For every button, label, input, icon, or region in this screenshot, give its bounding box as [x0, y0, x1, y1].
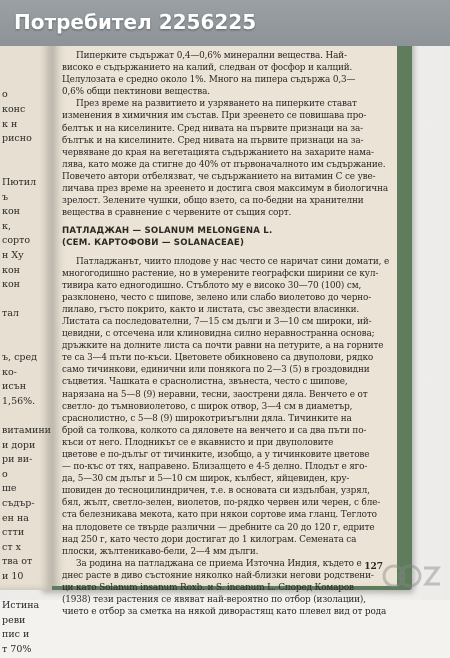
left-page-fragment: и 10: [2, 570, 24, 582]
text-line: цветове е по-дълъг от тичинките, изобщо, а у тичинковите цветове: [62, 450, 370, 460]
left-page-fragment: витамини: [2, 425, 51, 437]
text-line: само тичинкови, единични или понякога по 2—3 (5) в гроздовидни: [62, 365, 370, 376]
text-line: шовиден до тесноцилиндричен, т.е. в основата си издълбан, узрял,: [62, 486, 370, 497]
text-line: тивира като едногодишно. Стъблото му е високо 30—70 (100) см,: [62, 280, 362, 291]
text-line: цевидни, с отсечена или клиновидна силно неравностранна основа;: [62, 329, 375, 340]
text-line: днес расте в диво състояние няколко най-близки негови родствени-: [62, 570, 374, 581]
text-line: белтък и на киселините. Сред нивата на първите признаци на за-: [62, 123, 363, 134]
left-page-fragment: о: [2, 89, 8, 101]
text-line: разклонено, често с шипове, зелено или слабо виолетово до черно-: [62, 292, 372, 303]
text-line: къси от него. Плодникът се е вкавнисто и при двуполовите: [62, 437, 334, 448]
text-line: бял, жълт, светло-зелен, виолетов, по-рядко червен или черен, с бле-: [62, 498, 381, 509]
left-page-fragment: ъ, сред: [2, 352, 37, 364]
text-line: да, 5—30 см дълъг и 5—10 см широк, кълбест, яйцевиден, кру-: [62, 474, 350, 485]
left-page-fragment: н Ху: [2, 249, 24, 261]
text-line: над 250 г, като често дори достигат до 1 килограм. Семената са: [62, 534, 357, 545]
text-line: високо е съдържанието на калий, следван от фосфор и калций.: [62, 63, 353, 74]
left-page-fragment: кон: [2, 264, 20, 276]
left-page-fragment: 1,56%.: [2, 395, 36, 407]
left-page-fragment: т 70%: [2, 643, 32, 655]
left-page-fragment: съдър-: [2, 498, 35, 509]
left-page-fragment: тва от: [2, 556, 33, 568]
left-page-fragment: ше: [2, 483, 17, 495]
text-line: — по-къс от тях, направено. Близалцето е 4-5 делно. Плодът е яго-: [62, 462, 368, 473]
text-line: Патладжанът, чиито плодове у нас често се наричат сини домати, е: [76, 256, 390, 267]
text-line: съцветия. Чашката е сраснолистна, звънеста, често с шипове,: [62, 377, 348, 388]
page-number: 127: [364, 562, 383, 572]
left-page-fragment: сорто: [2, 235, 31, 247]
left-page-fragment: [0, 336, 52, 351]
text-line: Целулозата е средно около 1%. Много на пипера съдържа 0,3—: [62, 75, 356, 86]
text-line: лява, като може да стигне до 40% от първоначалното им съдържание.: [62, 159, 386, 170]
left-page-fragment: ри ви-: [2, 454, 33, 466]
left-page-fragment: стти: [2, 527, 25, 539]
text-line: Пиперките съдържат 0,4—0,6% минерални вещества. Най-: [76, 51, 347, 61]
left-page-fragment: тал: [2, 308, 19, 320]
text-line: изменения в химичния им състав. При зреенето се повишава про-: [62, 111, 367, 122]
text-line: ста белезникава мекота, като при някои сортове има гланц. Теглото: [62, 510, 377, 521]
left-page-fragment: кон: [2, 279, 20, 291]
left-page-fragment: [0, 409, 52, 424]
text-line: сраснолистно, с 5—8 (9) широкотриъгълни дяла. Тичинките на: [62, 413, 352, 424]
text-line: червяване до края на вегетацията съдържанието на захарите нама-: [62, 147, 374, 158]
left-page-fragment: [0, 74, 52, 89]
text-line: на плодовете се твърде различни — дребните са 20 до 120 г, едрите: [62, 522, 375, 533]
text-line: нарязана на 5—8 (9) неравни, тесни, заострени дяла. Венчето е от: [62, 389, 368, 400]
left-page-fragment: [0, 59, 52, 74]
left-page-fragment: ен на: [2, 512, 29, 524]
left-page-fragment: Пютил: [2, 176, 37, 188]
text-line: брой са толкова, колкото са дяловете на венчето и са два пъти по-: [62, 425, 367, 436]
left-page-fragment: к н: [2, 118, 18, 130]
text-line: светло- до тъмновиолетово, с широк отвор, 3—4 см в диаметър,: [62, 401, 353, 412]
left-page-fragment: [0, 585, 52, 600]
left-page-fragment: рисно: [2, 133, 32, 145]
text-line: За родина на патладжана се приема Източна Индия, където е: [76, 558, 362, 569]
watermark-logo: [380, 556, 444, 596]
text-line: дръжките на долните листа са почти равни на петурите, а на горните: [62, 341, 384, 352]
text-line: 0,6% общи пектинови вещества.: [62, 87, 210, 98]
left-page-fragment: [0, 161, 52, 176]
left-page-fragment: Истина: [2, 600, 40, 612]
text-line: (1938) тези растения се явяват най-вероятно по отбор (изолации),: [62, 595, 366, 606]
left-page: [0, 30, 52, 655]
left-page-fragment: [0, 322, 52, 337]
left-page-fragment: ст х: [2, 541, 21, 553]
listing-header: [0, 0, 450, 46]
left-page-fragment: ъ: [2, 191, 9, 203]
text-line: ци като Solanum insanum Roxb. и S. incanum L. Според Комаров: [62, 583, 354, 594]
text-line: те са 3—4 пъти по-къси. Цветовете обикновено са двуполови, рядко: [62, 353, 374, 364]
left-page-fragment: ко-: [2, 366, 17, 378]
text-line: бълтък и на киселините. Сред нивата на първите признаци на за-: [62, 135, 364, 146]
right-page: [52, 34, 397, 618]
left-page-fragment: исън: [2, 381, 27, 393]
section-heading: ПАТЛАДЖАН — SOLANUM MELONGENA L.: [62, 226, 273, 237]
text-line: чието е отбор за сметка на някой диворастящ като плевел вид от рода: [62, 607, 387, 618]
left-page-fragment: [0, 293, 52, 308]
text-line: вещества в сравнение с червените от същия сорт.: [62, 208, 292, 219]
left-page-fragment: о: [2, 468, 8, 480]
listing-header-title: Потребител 2256225: [14, 10, 257, 34]
left-page-fragment: [0, 147, 52, 162]
text-line: зрелост. Зелените чушки, общо взето, са по-бедни на хранителни: [62, 196, 364, 207]
text-line: личава през време на зреенето и достига своя максимум в биологична: [62, 184, 388, 195]
text-line: лилаво, гъсто покрито, както и листата, със звездести власинки.: [62, 304, 360, 315]
text-line: плоски, жълтеникаво-бели, 2—4 мм дълги.: [62, 546, 259, 557]
left-page-fragment: реви: [2, 614, 26, 626]
page-text: [62, 50, 388, 618]
left-page-fragment: к,: [2, 220, 11, 232]
left-page-fragment: пис и: [2, 629, 30, 641]
left-page-fragment: конс: [2, 103, 26, 115]
text-line: Листата са последователни, 7—15 см дълги и 3—10 см широки, ий-: [62, 316, 372, 327]
text-line: многогодишно растение, но в умерените географски ширини се кул-: [62, 268, 379, 279]
left-page-fragment: кон: [2, 206, 20, 218]
section-heading: (СЕМ. КАРТОФОВИ — SOLANACEAE): [62, 238, 245, 249]
left-page-fragment: и дори: [2, 439, 36, 451]
text-line: През време на развитието и узряването на пиперките стават: [76, 99, 357, 110]
text-line: Повечето автори отбелязват, че съдържанието на витамин С се уве-: [62, 171, 376, 182]
left-page-fragment: [0, 45, 52, 60]
